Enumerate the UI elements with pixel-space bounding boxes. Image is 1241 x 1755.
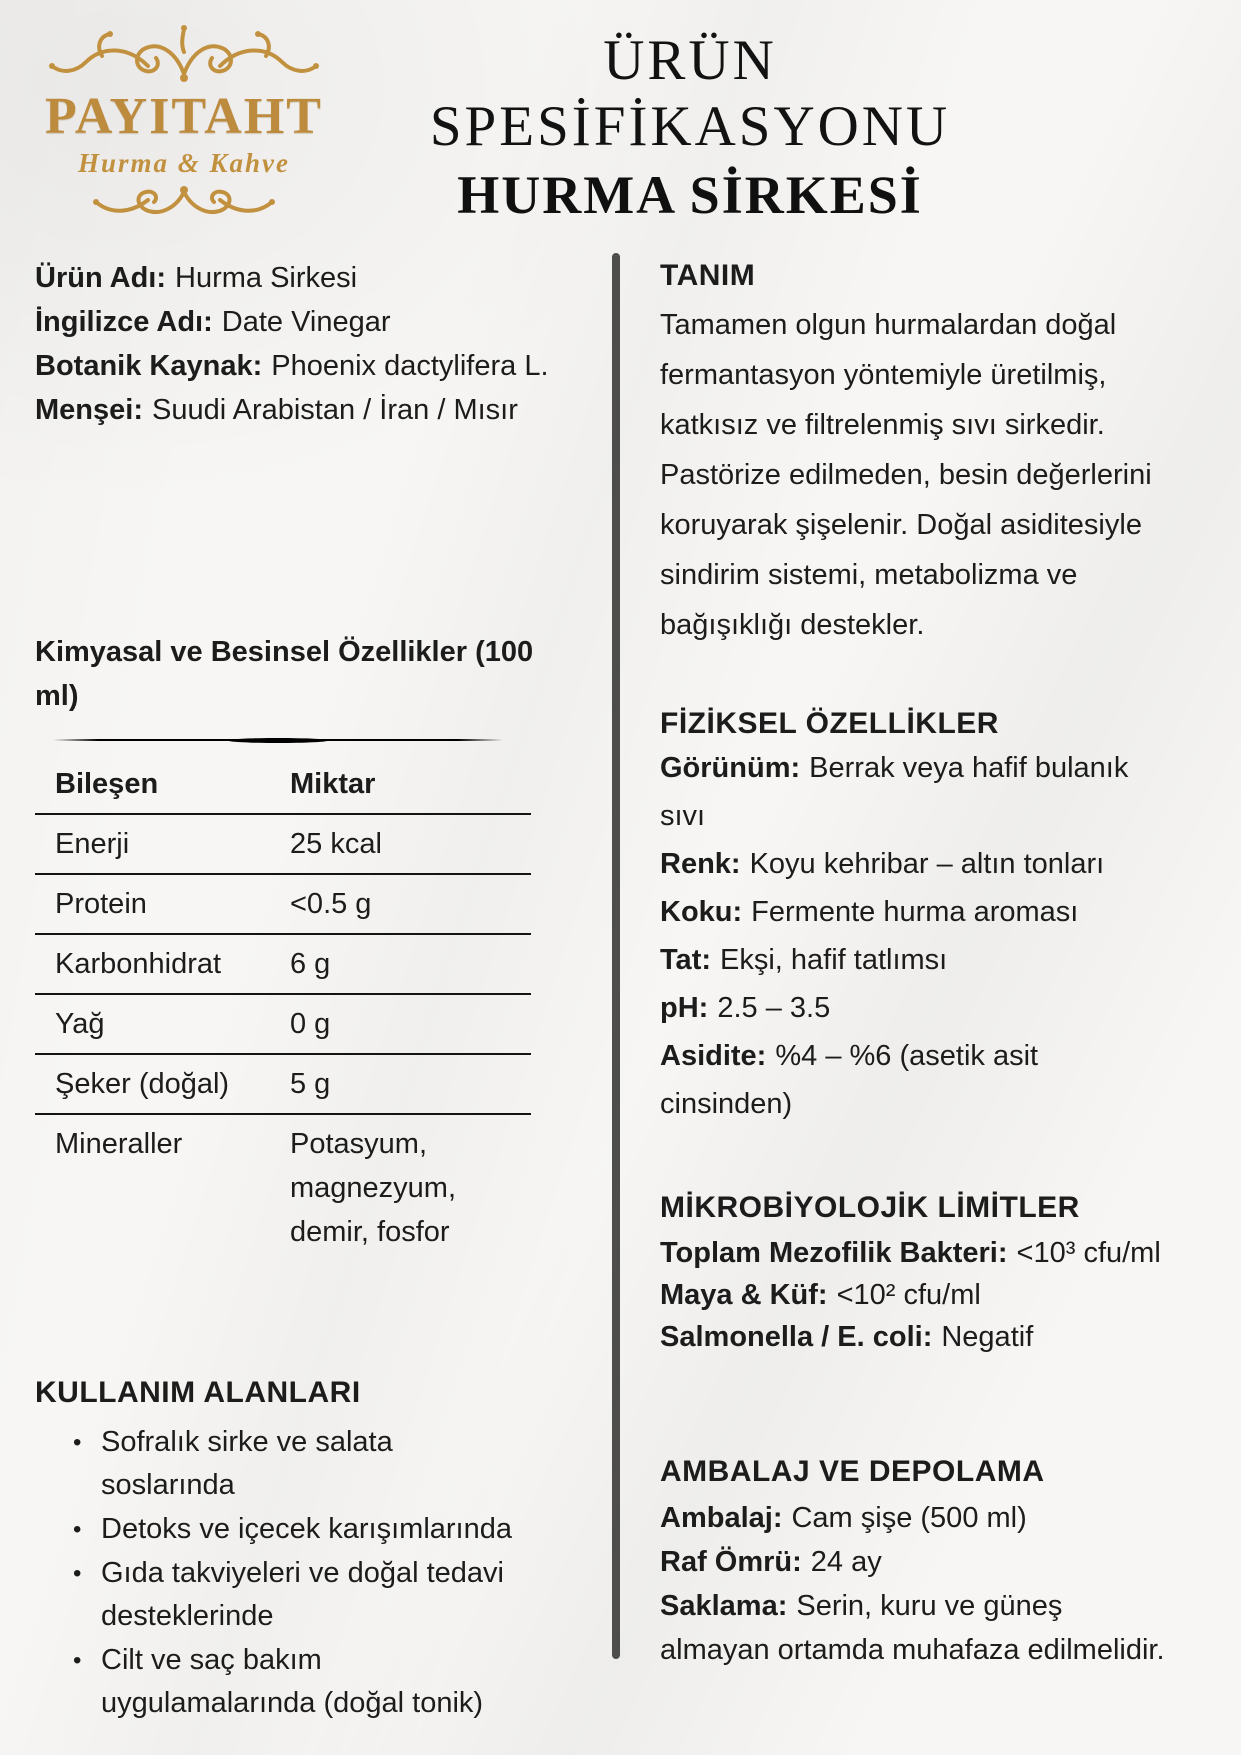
shelf-life-label: Raf Ömrü: bbox=[660, 1546, 802, 1578]
packaging-storage-title: AMBALAJ VE DEPOLAMA bbox=[660, 1455, 1045, 1488]
definition-body: Tamamen olgun hurmalardan doğal fermantasyon yöntemiyle üretilmiş, katkısız ve filtrelenmiş sıvı sirkedir. Pastörize edilmeden, besin değerlerini koruyarak şişelenir. Doğal asiditesiyle sindirim sistemi, metabolizma ve bağışıklığı destekler. bbox=[660, 309, 1152, 641]
row-value: 6 g bbox=[290, 948, 331, 980]
row-value: 0 g bbox=[290, 1008, 331, 1040]
property-value: Fermente hurma aroması bbox=[751, 896, 1079, 928]
info-label: Ürün Adı: bbox=[35, 262, 167, 294]
product-title: HURMA SİRKESİ bbox=[457, 165, 923, 225]
table-row bbox=[35, 814, 531, 874]
property-line-acidity bbox=[660, 1032, 1175, 1128]
definition-section bbox=[660, 256, 1180, 650]
table-row bbox=[35, 874, 531, 934]
document-header bbox=[340, 28, 1040, 226]
property-value: Berrak veya hafif bulanık sıvı bbox=[660, 752, 1129, 832]
property-line-appearance bbox=[660, 744, 1175, 840]
shelf-life-line bbox=[660, 1540, 1175, 1584]
usage-section bbox=[35, 1371, 580, 1725]
definition-title: TANIM bbox=[660, 259, 756, 292]
property-value: %4 – %6 (asetik asit cinsinden) bbox=[660, 1040, 1039, 1120]
left-column bbox=[35, 256, 580, 1725]
packaging-storage-section bbox=[660, 1452, 1180, 1672]
info-label: Botanik Kaynak: bbox=[35, 350, 263, 382]
microbiological-limits-section bbox=[660, 1188, 1180, 1358]
info-label: Menşei: bbox=[35, 394, 143, 426]
info-line-product-name bbox=[35, 256, 580, 300]
info-value: Suudi Arabistan / İran / Mısır bbox=[151, 394, 518, 426]
limit-label: Salmonella / E. coli: bbox=[660, 1321, 933, 1353]
limit-value: <10² cfu/ml bbox=[836, 1279, 981, 1311]
property-label: Renk: bbox=[660, 848, 741, 880]
row-label: Karbonhidrat bbox=[55, 948, 222, 980]
flourish-bottom-icon bbox=[84, 180, 284, 224]
nutrition-table-title: Kimyasal ve Besinsel Özellikler (100 ml) bbox=[35, 636, 534, 712]
column-divider bbox=[612, 253, 620, 1659]
packaging-value: Cam şişe (500 ml) bbox=[791, 1502, 1027, 1534]
storage-value: Serin, kuru ve güneş almayan ortamda muhafaza edilmelidir. bbox=[660, 1590, 1165, 1666]
list-item: • Gıda takviyeleri ve doğal tedavi desteklerinde bbox=[35, 1552, 515, 1638]
storage-line bbox=[660, 1584, 1175, 1672]
property-label: Koku: bbox=[660, 896, 743, 928]
info-line-origin bbox=[35, 388, 580, 432]
column-header-amount: Miktar bbox=[290, 768, 376, 800]
limit-value: <10³ cfu/ml bbox=[1016, 1237, 1161, 1269]
physical-properties-section bbox=[660, 704, 1180, 1128]
table-header-row bbox=[35, 755, 531, 814]
limit-label: Maya & Küf: bbox=[660, 1279, 828, 1311]
info-line-botanic-source bbox=[35, 344, 580, 388]
brand-name: PAYITAHT bbox=[45, 88, 323, 145]
row-label: Yağ bbox=[55, 1008, 105, 1040]
list-item: • Sofralık sirke ve salata soslarında bbox=[35, 1421, 515, 1507]
table-row bbox=[35, 1114, 531, 1261]
shelf-life-value: 24 ay bbox=[810, 1546, 882, 1578]
flourish-top-icon bbox=[44, 22, 324, 96]
table-row bbox=[35, 1054, 531, 1114]
info-line-english-name bbox=[35, 300, 580, 344]
limit-line-salmonella bbox=[660, 1316, 1175, 1358]
property-value: Koyu kehribar – altın tonları bbox=[749, 848, 1105, 880]
property-line-taste bbox=[660, 936, 1175, 984]
row-label: Protein bbox=[55, 888, 147, 920]
limit-line-yeast-mold bbox=[660, 1274, 1175, 1316]
property-label: Görünüm: bbox=[660, 752, 801, 784]
row-label: Enerji bbox=[55, 828, 130, 860]
usage-title: KULLANIM ALANLARI bbox=[35, 1376, 361, 1409]
info-value: Date Vinegar bbox=[221, 306, 391, 338]
packaging-label: Ambalaj: bbox=[660, 1502, 783, 1534]
property-label: pH: bbox=[660, 992, 709, 1024]
storage-label: Saklama: bbox=[660, 1590, 788, 1622]
usage-list bbox=[35, 1421, 515, 1725]
row-value: 5 g bbox=[290, 1068, 331, 1100]
info-label: İngilizce Adı: bbox=[35, 306, 213, 338]
brand-logo bbox=[34, 22, 334, 224]
right-column bbox=[660, 256, 1180, 1672]
physical-properties-title: FİZİKSEL ÖZELLİKLER bbox=[660, 707, 999, 740]
ornamental-divider bbox=[53, 738, 503, 743]
list-item: • Cilt ve saç bakım uygulamalarında (doğal tonik) bbox=[35, 1639, 515, 1725]
row-label: Şeker (doğal) bbox=[55, 1068, 230, 1100]
row-value: 25 kcal bbox=[290, 828, 382, 860]
nutrition-table bbox=[35, 755, 531, 1261]
page-title: ÜRÜN SPESİFİKASYONU bbox=[429, 29, 951, 158]
info-value: Phoenix dactylifera L. bbox=[271, 350, 549, 382]
column-header-component: Bileşen bbox=[55, 768, 159, 800]
row-label: Mineraller bbox=[55, 1128, 183, 1160]
row-value: Potasyum, magnezyum, demir, fosfor bbox=[290, 1128, 457, 1248]
table-row bbox=[35, 994, 531, 1054]
packaging-line bbox=[660, 1496, 1175, 1540]
property-line-ph bbox=[660, 984, 1175, 1032]
property-line-odor bbox=[660, 888, 1175, 936]
property-value: Ekşi, hafif tatlımsı bbox=[720, 944, 948, 976]
info-value: Hurma Sirkesi bbox=[175, 262, 358, 294]
microbiological-limits-title: MİKROBİYOLOJİK LİMİTLER bbox=[660, 1191, 1080, 1224]
product-info-block bbox=[35, 256, 580, 432]
row-value: <0.5 g bbox=[290, 888, 372, 920]
limit-label: Toplam Mezofilik Bakteri: bbox=[660, 1237, 1008, 1269]
limit-value: Negatif bbox=[941, 1321, 1034, 1353]
property-label: Asidite: bbox=[660, 1040, 767, 1072]
list-item: • Detoks ve içecek karışımlarında bbox=[35, 1508, 515, 1551]
table-row bbox=[35, 934, 531, 994]
property-label: Tat: bbox=[660, 944, 712, 976]
property-value: 2.5 – 3.5 bbox=[717, 992, 831, 1024]
brand-tagline: Hurma & Kahve bbox=[77, 148, 291, 178]
property-line-color bbox=[660, 840, 1175, 888]
limit-line-mesophilic bbox=[660, 1232, 1175, 1274]
